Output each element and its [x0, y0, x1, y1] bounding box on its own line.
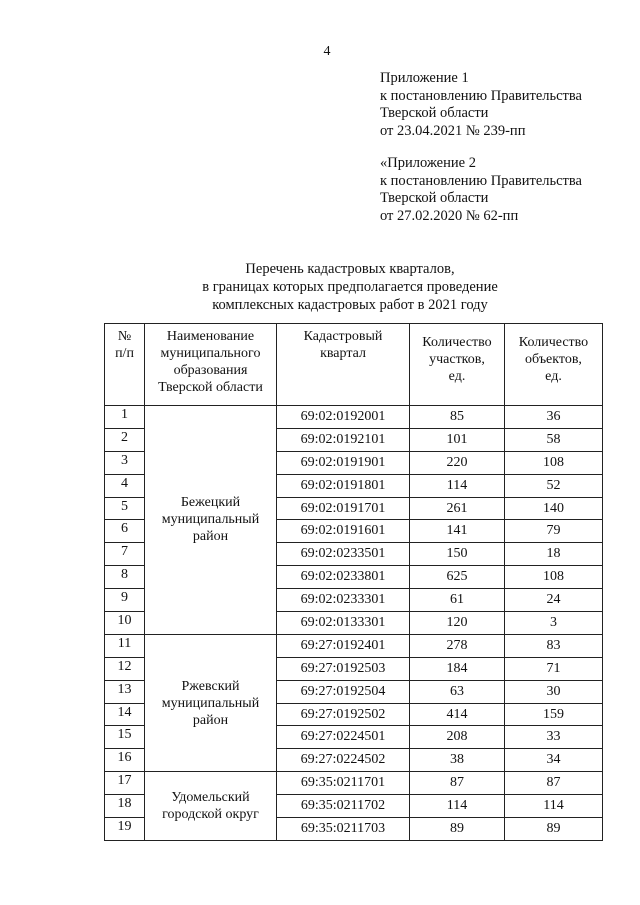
- cadastral-quarters-table: [104, 323, 603, 841]
- table-row: 15 69:27:0224501 208 33: [105, 726, 603, 749]
- table-row: 10 69:02:0133301 120 3: [105, 612, 603, 635]
- table-row: 1 Бежецкий муниципальный район 69:02:0192001 85 36: [105, 406, 603, 429]
- table-row: 17 Удомельский городской округ 69:35:0211701 87 87: [105, 772, 603, 795]
- header-cadastral-quarter: Кадастровый квартал: [277, 324, 410, 406]
- appendix-1-line: Тверской области: [380, 105, 489, 121]
- table-row: 8 69:02:0233801 625 108: [105, 566, 603, 589]
- table-row: 14 69:27:0192502 414 159: [105, 703, 603, 726]
- header-plots-count: Количество участков, ед.: [410, 324, 505, 406]
- heading-line: в границах которых предполагается проведение: [202, 279, 498, 295]
- appendix-2-line: к постановлению Правительства: [380, 172, 582, 189]
- table-row: 19 69:35:0211703 89 89: [105, 818, 603, 841]
- document-heading: [150, 260, 550, 314]
- municipality-cell: Удомельский городской округ: [145, 772, 277, 841]
- table-row: 12 69:27:0192503 184 71: [105, 657, 603, 680]
- appendix-2-line: «Приложение 2: [380, 155, 476, 171]
- appendix-1-line: к постановлению Правительства: [380, 87, 582, 104]
- municipality-cell: Бежецкий муниципальный район: [145, 406, 277, 635]
- appendix-1-line: Приложение 1: [380, 70, 469, 86]
- header-municipality: Наименование муниципального образования Тверской области: [145, 324, 277, 406]
- table-row: 11 Ржевский муниципальный район 69:27:0192401 278 83: [105, 634, 603, 657]
- appendix-2-block: [380, 155, 582, 225]
- header-number: № п/п: [105, 324, 145, 406]
- heading-line: Перечень кадастровых кварталов,: [245, 261, 455, 277]
- heading-line: комплексных кадастровых работ в 2021 году: [212, 297, 488, 313]
- table-row: 2 69:02:0192101 101 58: [105, 428, 603, 451]
- appendix-1-line: от 23.04.2021 № 239-пп: [380, 122, 526, 139]
- table-row: 16 69:27:0224502 38 34: [105, 749, 603, 772]
- table-row: 18 69:35:0211702 114 114: [105, 795, 603, 818]
- table-row: 7 69:02:0233501 150 18: [105, 543, 603, 566]
- appendix-1-block: [380, 70, 582, 140]
- table-row: 3 69:02:0191901 220 108: [105, 451, 603, 474]
- table-row: 6 69:02:0191601 141 79: [105, 520, 603, 543]
- header-objects-count: Количество объектов, ед.: [505, 324, 603, 406]
- appendix-2-line: Тверской области: [380, 190, 489, 206]
- table-row: 9 69:02:0233301 61 24: [105, 589, 603, 612]
- table-header-row: [105, 324, 603, 406]
- municipality-cell: Ржевский муниципальный район: [145, 634, 277, 771]
- table-row: 4 69:02:0191801 114 52: [105, 474, 603, 497]
- appendix-2-line: от 27.02.2020 № 62-пп: [380, 207, 519, 224]
- table-row: 5 69:02:0191701 261 140: [105, 497, 603, 520]
- table-row: 13 69:27:0192504 63 30: [105, 680, 603, 703]
- page-number: 4: [323, 44, 331, 59]
